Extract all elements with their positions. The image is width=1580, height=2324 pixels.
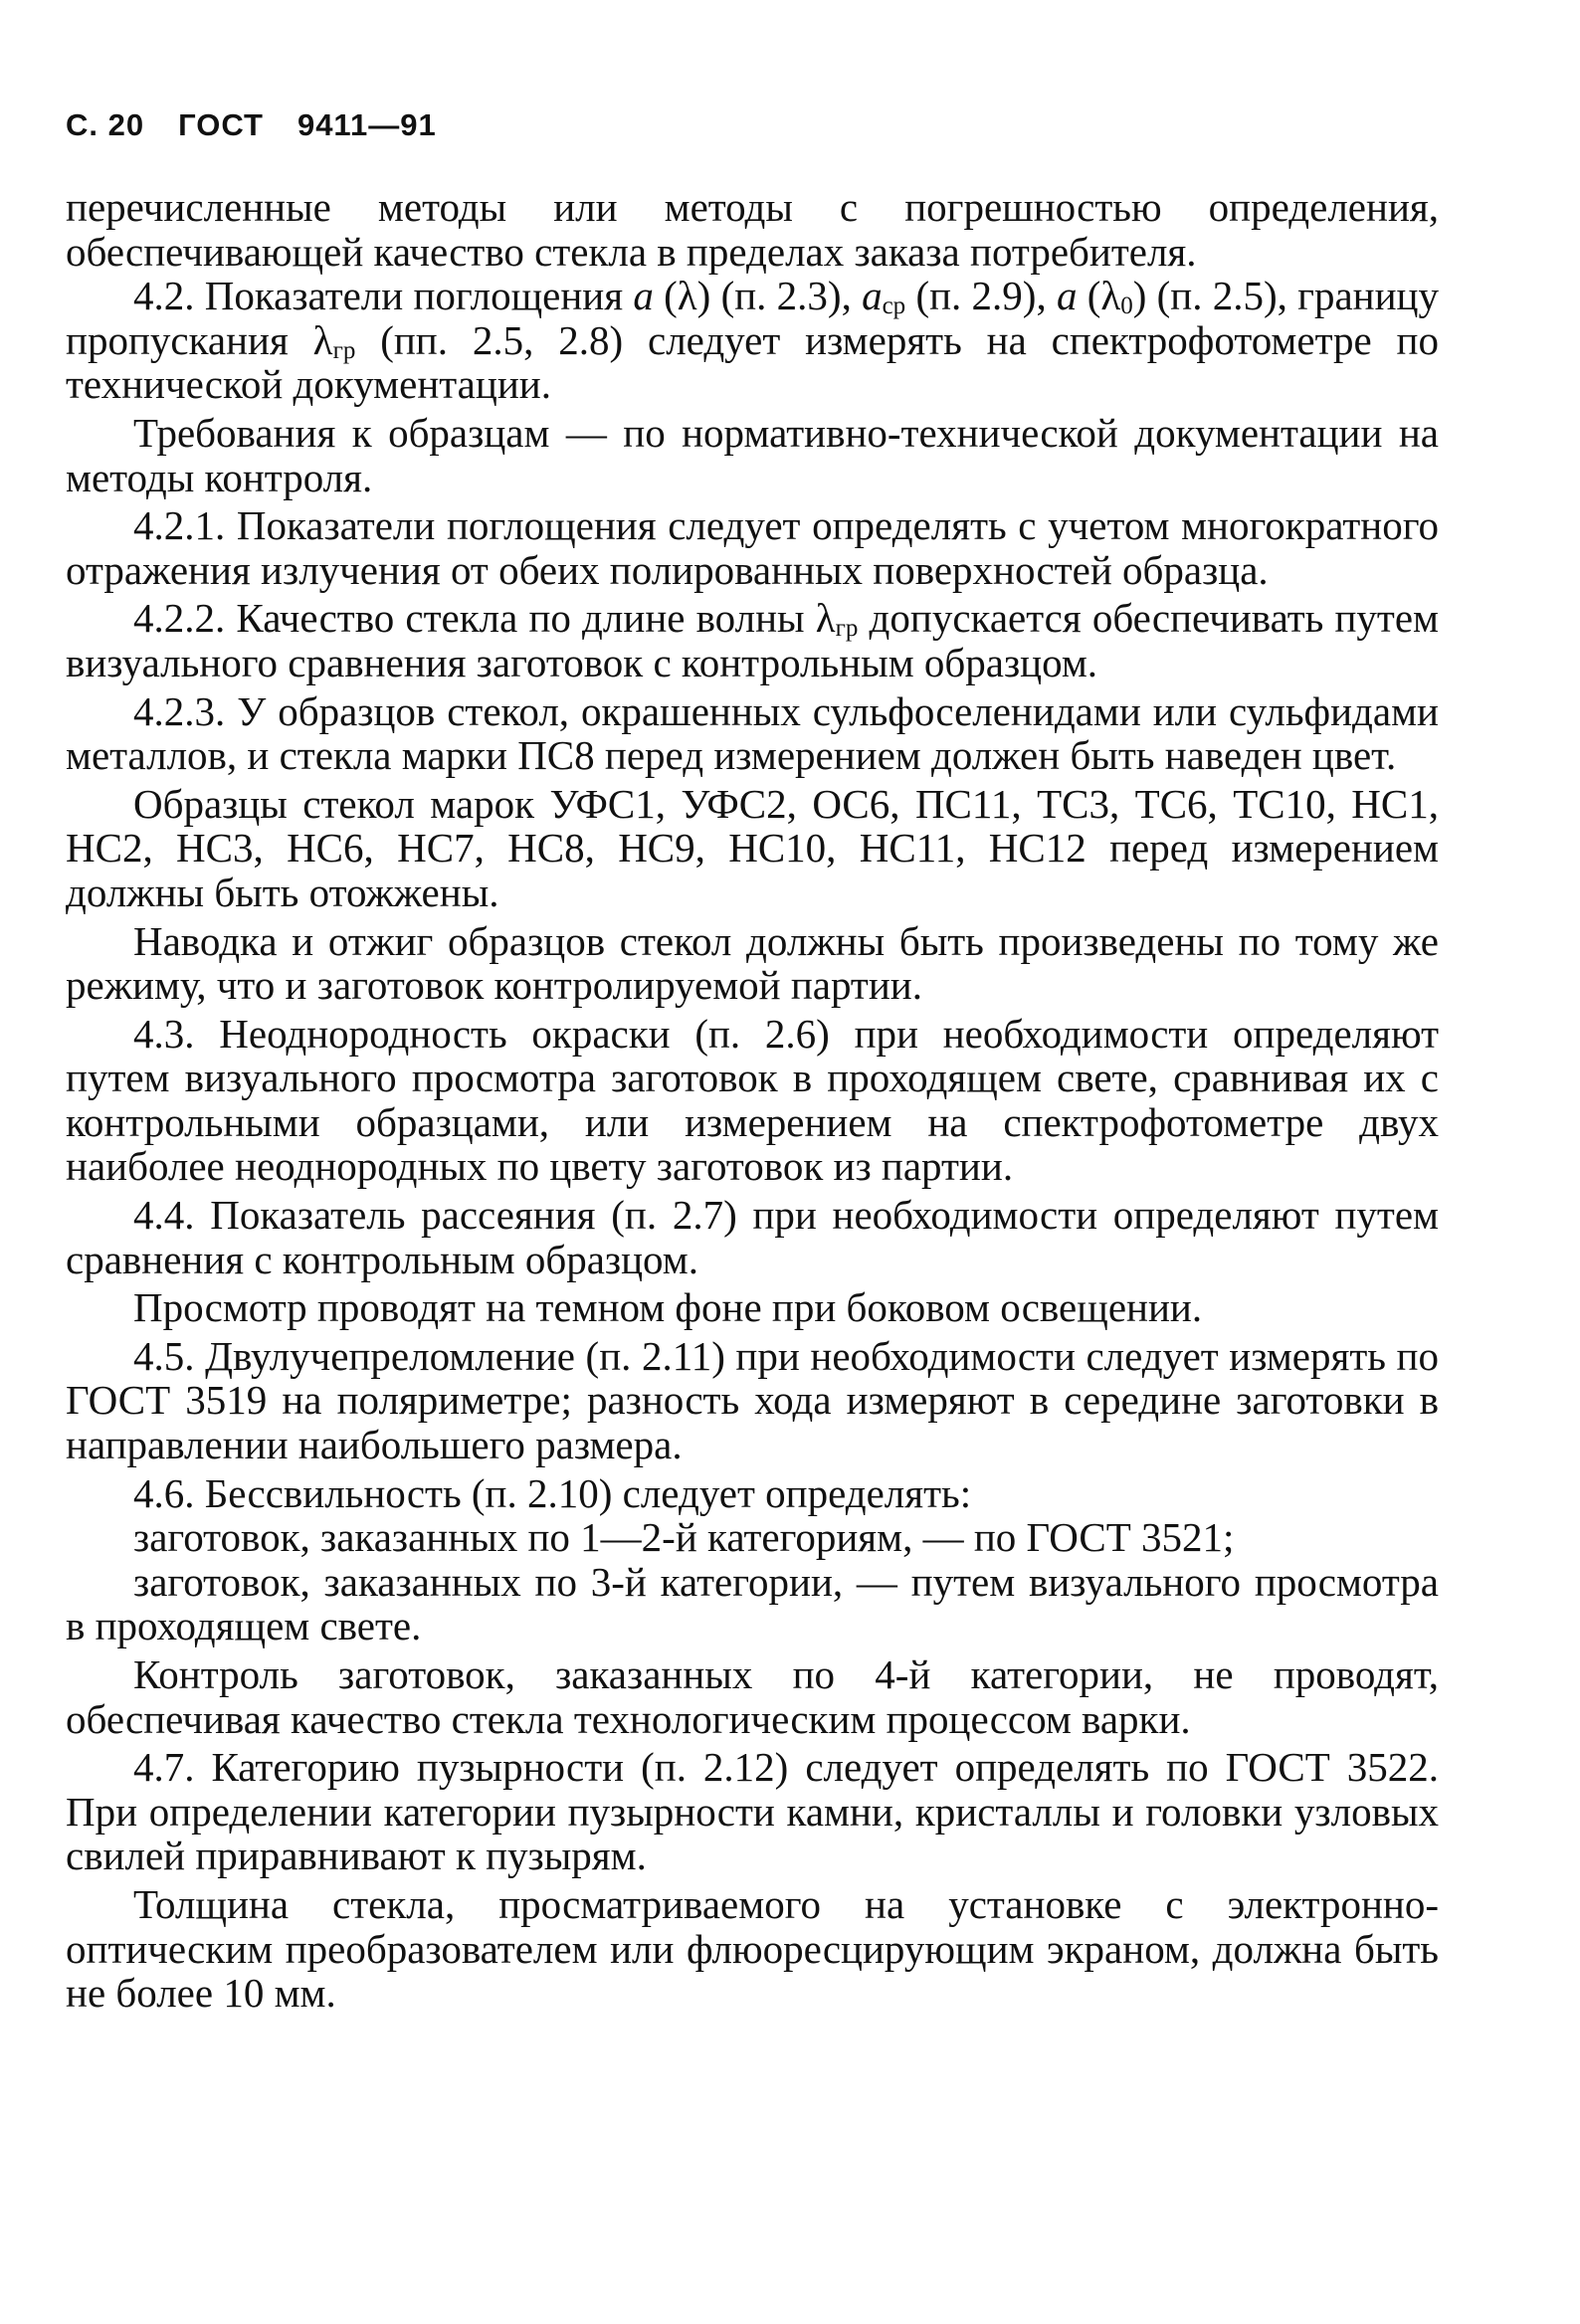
paragraph-4-2-2	[66, 596, 1439, 684]
document-body	[66, 185, 1439, 2016]
standard-number: 9411—91	[296, 107, 437, 142]
text-run: (λ) (п. 2.3),	[653, 273, 863, 319]
paragraph-categories-1-2: заготовок, заказанных по 1—2-й категориям, — по ГОСТ 3521;	[133, 1514, 1235, 1561]
text-run: (пп. 2.5, 2.8) следует измерять на спектрофотометре по технической документации.	[66, 316, 1439, 408]
paragraph-4-3: 4.3. Неоднородность окраски (п. 2.6) при необходимости определяют путем визуального просмотра заготовок в проходящем свете, сравнивая их с контрольными образцами, или измерением на спектрофотометре двух наиболее неоднородных по цвету заготовок из партии.	[66, 1010, 1439, 1190]
paragraph-category-4: Контроль заготовок, заказанных по 4-й категории, не проводят, обеспечивая качество стекла технологическим процессом варки.	[66, 1651, 1439, 1742]
paragraph-annealing-mode: Наводка и отжиг образцов стекол должны быть произведены по тому же режиму, что и заготовок контролируемой партии.	[66, 917, 1439, 1009]
page-number: С. 20	[66, 107, 145, 142]
text-run: 4.2. Показатели поглощения	[133, 273, 634, 319]
subscript: 0	[1120, 292, 1133, 320]
paragraph-thickness: Толщина стекла, просматриваемого на установке с электронно-оптическим преобразователем или флюоресцирующим экраном, должна быть не более 10 мм.	[66, 1880, 1439, 2017]
paragraph-4-5: 4.5. Двулучепреломление (п. 2.11) при необходимости следует измерять по ГОСТ 3519 на поляриметре; разность хода измеряют в середине заготовки в направлении наибольшего размера.	[66, 1332, 1439, 1468]
paragraph-4-2-1: 4.2.1. Показатели поглощения следует определять с учетом многократного отражения излучения от обеих полированных поверхностей образца.	[66, 502, 1439, 593]
document-page	[66, 107, 1439, 2016]
subscript: ср	[882, 292, 906, 320]
paragraph-4-2-3: 4.2.3. У образцов стекол, окрашенных сульфоселенидами или сульфидами металлов, и стекла марки ПС8 перед измерением должен быть наведен цвет.	[66, 687, 1439, 779]
text-run: ) (п. 2.5), границу пропускания λ	[66, 273, 1439, 363]
paragraph-4-6: 4.6. Бессвильность (п. 2.10) следует определять:	[133, 1469, 972, 1516]
paragraph-viewing: Просмотр проводят на темном фоне при боковом освещении.	[133, 1284, 1203, 1331]
paragraph-4-4: 4.4. Показатель рассеяния (п. 2.7) при необходимости определяют путем сравнения с контрольным образцом.	[66, 1192, 1439, 1282]
text-run: (λ	[1077, 273, 1121, 319]
paragraph-annealing-samples: Образцы стекол марок УФС1, УФС2, ОС6, ПС11, ТС3, ТС6, ТС10, НС1, НС2, НС3, НС6, НС7, НС8, НС9, НС10, НС11, НС12 перед измерением должны быть отожжены.	[66, 780, 1439, 915]
paragraph-category-3: заготовок, заказанных по 3-й категории, — путем визуального просмотра в проходящем свете.	[66, 1558, 1439, 1649]
subscript: гр	[332, 336, 356, 364]
text-run: допускается обеспечивать путем визуального сравнения заготовок с контрольным образцом.	[66, 595, 1439, 685]
subscript: гр	[835, 615, 859, 643]
paragraph-4-7: 4.7. Категорию пузырности (п. 2.12) следует определять по ГОСТ 3522. При определении категории пузырности камни, кристаллы и головки узловых свилей приравнивают к пузырям.	[66, 1744, 1439, 1879]
paragraph-4-2	[66, 274, 1439, 407]
symbol-a: a	[862, 273, 883, 319]
paragraph-requirements: Требования к образцам — по нормативно-технической документации на методы контроля.	[66, 409, 1439, 500]
symbol-a: a	[1056, 273, 1078, 319]
text-run: (п. 2.9),	[905, 273, 1057, 319]
standard-label: ГОСТ	[178, 107, 264, 142]
text-run: 4.2.2. Качество стекла по длине волны λ	[133, 595, 836, 642]
paragraph-continuation: перечисленные методы или методы с погрешностью определения, обеспечивающей качество стекла в пределах заказа потребителя.	[66, 184, 1439, 275]
page-header	[66, 107, 1439, 157]
symbol-a: a	[633, 273, 654, 319]
